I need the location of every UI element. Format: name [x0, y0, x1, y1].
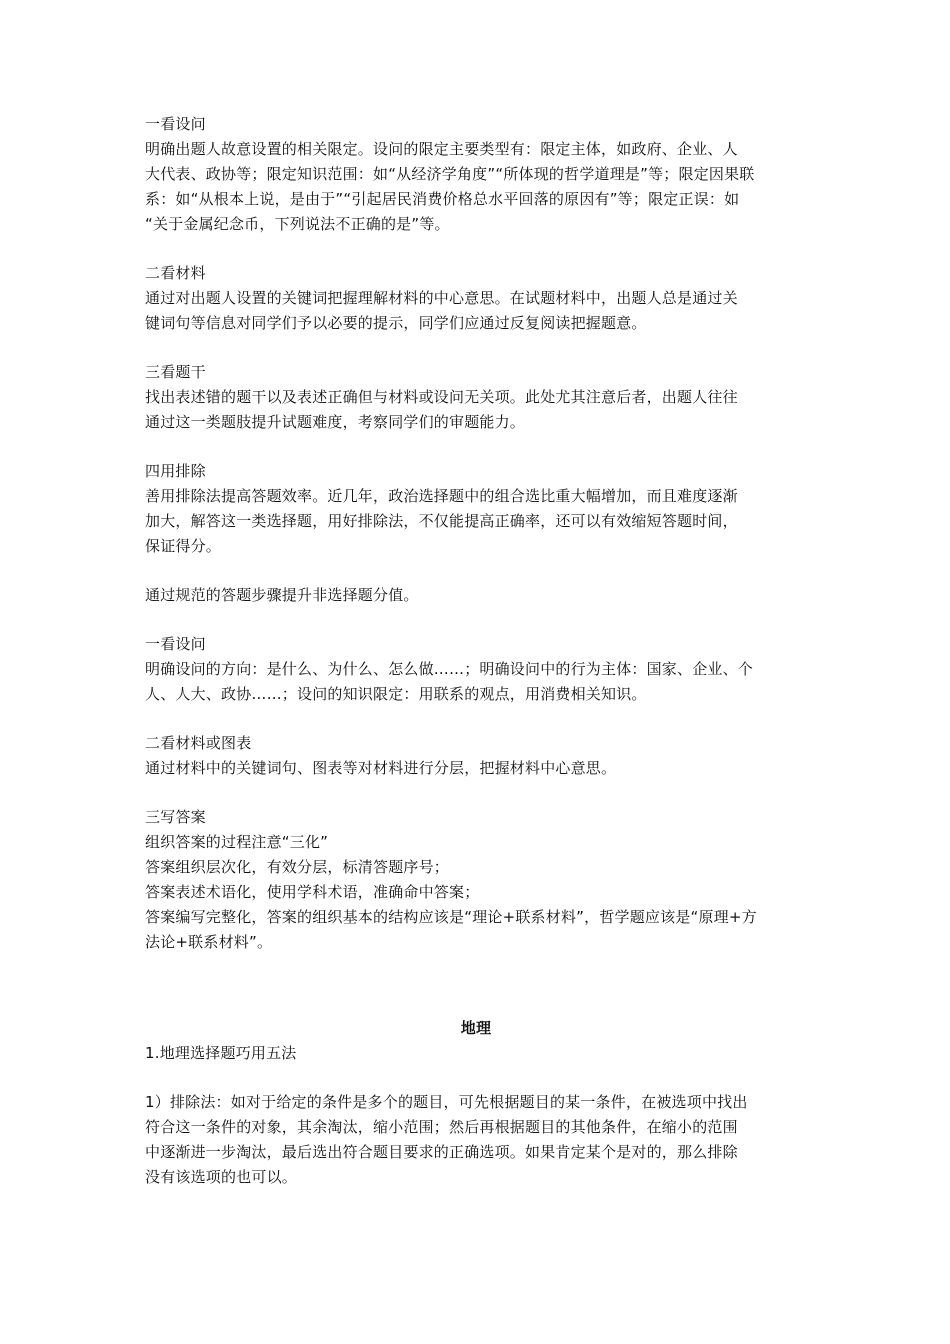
- spacer: [145, 781, 807, 805]
- paragraph-line: “关于金属纪念币，下列说法不正确的是”等。: [145, 215, 450, 233]
- section-2: [145, 261, 807, 336]
- spacer: [145, 1066, 807, 1090]
- paragraph-line: 答案组织层次化，有效分层，标清答题序号；: [145, 858, 450, 876]
- paragraph-line: 找出表述错的题干以及表述正确但与材料或设问无关项。此处尤其注意后者，出题人往往: [145, 388, 738, 406]
- section2-3: [145, 805, 807, 955]
- geography-paragraph: [145, 1090, 807, 1190]
- section-4: [145, 459, 807, 559]
- paragraph-line: 没有该选项的也可以。: [145, 1168, 298, 1186]
- paragraph-line: 加大，解答这一类选择题，用好排除法，不仅能提高正确率，还可以有效缩短答题时间，: [145, 512, 738, 530]
- paragraph-line: 通过这一类题肢提升试题难度，考察同学们的审题能力。: [145, 413, 526, 431]
- paragraph-line: 大代表、政协等；限定知识范围：如“从经济学角度”“所体现的哲学道理是”等；限定因果联: [145, 165, 755, 183]
- spacer: [145, 559, 807, 583]
- geography-title: 地理: [460, 1019, 492, 1037]
- section-heading: 一看设问: [145, 115, 206, 133]
- section-heading: 三看题干: [145, 363, 206, 381]
- section-heading: 二看材料: [145, 264, 206, 282]
- paragraph-line: 明确设问的方向：是什么、为什么、怎么做……；明确设问中的行为主体：国家、企业、个: [145, 660, 754, 678]
- paragraph-line: 1）排除法：如对于给定的条件是多个的题目，可先根据题目的某一条件，在被选项中找出: [145, 1093, 748, 1111]
- section-heading: 四用排除: [145, 462, 206, 480]
- paragraph-line: 善用排除法提高答题效率。近几年，政治选择题中的组合选比重大幅增加，而且难度逐渐: [145, 487, 738, 505]
- paragraph-line: 通过对出题人设置的关键词把握理解材料的中心意思。在试题材料中，出题人总是通过关: [145, 289, 738, 307]
- paragraph-line: 答案表述术语化，使用学科术语，准确命中答案；: [145, 883, 480, 901]
- section2-1: [145, 632, 807, 707]
- paragraph-line: 键词句等信息对同学们予以必要的提示，同学们应通过反复阅读把握题意。: [145, 314, 647, 332]
- spacer: [145, 1005, 807, 1016]
- section-heading: 二看材料或图表: [145, 734, 252, 752]
- document-body: [145, 112, 807, 1190]
- section-heading: 三写答案: [145, 808, 206, 826]
- spacer: [145, 707, 807, 731]
- paragraph-line: 答案编写完整化，答案的组织基本的结构应该是“理论+联系材料”，哲学题应该是“原理+方: [145, 908, 757, 926]
- intro-line: 通过规范的答题步骤提升非选择题分值。: [145, 586, 419, 604]
- paragraph-line: 法论+联系材料”。: [145, 933, 273, 951]
- section-1: [145, 112, 807, 237]
- paragraph-line: 组织答案的过程注意“三化”: [145, 833, 329, 851]
- geography-subtitle: 1.地理选择题巧用五法: [145, 1044, 297, 1062]
- spacer: [145, 435, 807, 459]
- paragraph-line: 通过材料中的关键词句、图表等对材料进行分层，把握材料中心意思。: [145, 759, 617, 777]
- spacer: [145, 237, 807, 261]
- spacer: [145, 955, 807, 1005]
- paragraph-line: 系：如“从根本上说，是由于”“引起居民消费价格总水平回落的原因有”等；限定正误：如: [145, 190, 740, 208]
- section-heading: 一看设问: [145, 635, 206, 653]
- paragraph-line: 明确出题人故意设置的相关限定。设问的限定主要类型有：限定主体，如政府、企业、人: [145, 140, 738, 158]
- spacer: [145, 608, 807, 632]
- paragraph-line: 保证得分。: [145, 537, 222, 555]
- spacer: [145, 336, 807, 360]
- paragraph-line: 符合这一条件的对象，其余淘汰，缩小范围；然后再根据题目的其他条件，在缩小的范围: [145, 1118, 738, 1136]
- section2-2: [145, 731, 807, 781]
- section-3: [145, 360, 807, 435]
- paragraph-line: 人、人大、政协……；设问的知识限定：用联系的观点，用消费相关知识。: [145, 685, 647, 703]
- paragraph-line: 中逐渐进一步淘汰，最后选出符合题目要求的正确选项。如果肯定某个是对的，那么排除: [145, 1143, 738, 1161]
